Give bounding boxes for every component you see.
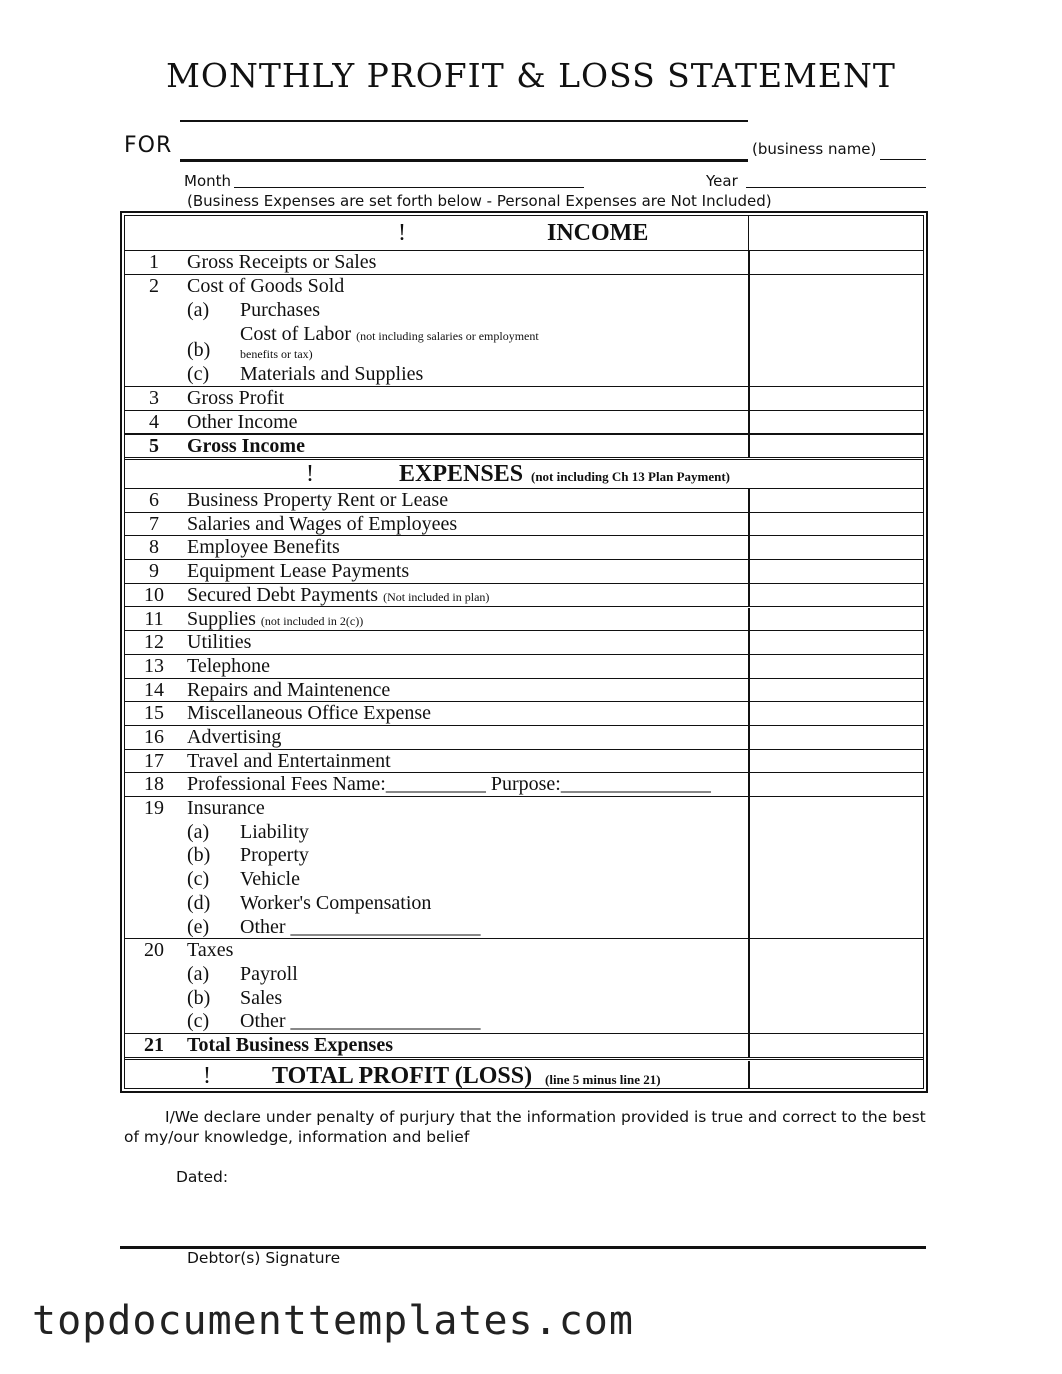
sub-letter: (b) — [187, 339, 211, 361]
line-number: 10 — [144, 583, 164, 606]
table-row — [125, 411, 923, 435]
table-row — [125, 584, 923, 608]
sub-label: Property — [240, 844, 309, 867]
table-row — [125, 631, 923, 655]
watermark: topdocumenttemplates.com — [32, 1298, 634, 1344]
line-label: Telephone — [187, 654, 271, 677]
line-label: Gross Income — [187, 435, 305, 457]
income-header-row — [125, 216, 923, 251]
line-label: Taxes — [187, 939, 234, 962]
income-header-amount — [748, 216, 923, 250]
table-row — [125, 513, 923, 537]
total-profit-row — [125, 1061, 923, 1088]
amount-cell[interactable] — [748, 584, 923, 607]
line-label: Travel and Entertainment — [187, 749, 391, 772]
sub-label: Other ___________________ — [240, 1010, 481, 1033]
total-label: TOTAL PROFIT (LOSS) — [272, 1062, 533, 1089]
amount-cell[interactable] — [748, 679, 923, 702]
line-number: 3 — [149, 387, 159, 409]
line-label: Other Income — [187, 411, 298, 433]
table-row-group — [125, 797, 923, 939]
expenses-heading: EXPENSES — [399, 461, 524, 487]
page-title: MONTHLY PROFIT & LOSS STATEMENT — [166, 56, 896, 95]
table-row — [125, 536, 923, 560]
expenses-note: (Business Expenses are set forth below - Personal Expenses are Not Included) — [187, 192, 772, 210]
expenses-heading-note: (not including Ch 13 Plan Payment) — [531, 469, 730, 484]
total-marker: ! — [203, 1062, 211, 1089]
amount-cell[interactable] — [748, 387, 923, 410]
sub-label: Payroll — [240, 962, 298, 985]
amount-cell[interactable] — [748, 275, 923, 386]
amount-cell[interactable] — [748, 655, 923, 678]
table-row — [125, 726, 923, 750]
sub-label: Worker's Compensation — [240, 891, 432, 914]
amount-cell[interactable] — [748, 773, 923, 796]
table-row — [125, 489, 923, 513]
line-label: Repairs and Maintenence — [187, 678, 391, 701]
table-row — [125, 655, 923, 679]
table-row — [125, 251, 923, 275]
sub-letter: (b) — [187, 986, 211, 1009]
declaration-line-1: I/We declare under penalty of purjury that the information provided is true and correct to the best — [165, 1108, 926, 1126]
line-number: 8 — [149, 536, 159, 559]
line-number: 5 — [149, 435, 159, 457]
line-number: 12 — [144, 631, 164, 654]
amount-cell[interactable] — [748, 560, 923, 583]
line-number: 9 — [149, 560, 159, 583]
sub-letter: (a) — [187, 299, 210, 321]
table-row — [125, 435, 923, 460]
income-marker: ! — [398, 220, 406, 246]
sub-label: Cost of Labor (not including salaries or employment — [240, 323, 539, 345]
line-label: Insurance — [187, 797, 265, 820]
line-label: Advertising — [187, 726, 282, 748]
amount-cell[interactable] — [748, 726, 923, 749]
line-label: Salaries and Wages of Employees — [187, 512, 458, 535]
line-label: Secured Debt Payments (Not included in plan) — [187, 583, 490, 606]
sub-label: Sales — [240, 986, 283, 1009]
amount-cell[interactable] — [748, 631, 923, 654]
amount-cell[interactable] — [748, 411, 923, 433]
line-label: Gross Profit — [187, 387, 285, 409]
table-row — [125, 387, 923, 411]
line-number: 15 — [144, 702, 164, 725]
declaration-line-2: of my/our knowledge, information and belief — [124, 1128, 470, 1146]
amount-cell[interactable] — [748, 797, 923, 938]
amount-cell[interactable] — [748, 750, 923, 773]
month-label: Month — [184, 172, 232, 190]
line-number: 18 — [144, 773, 164, 796]
line-number: 2 — [149, 275, 159, 297]
income-heading: INCOME — [547, 220, 649, 246]
sub-letter: (c) — [187, 1010, 210, 1033]
profit-loss-table — [120, 211, 928, 1093]
expenses-marker: ! — [306, 461, 314, 487]
line-label: Utilities — [187, 631, 252, 654]
month-field-line[interactable] — [234, 187, 584, 188]
table-row — [125, 750, 923, 774]
business-name-line[interactable] — [180, 159, 748, 162]
sub-letter: (a) — [187, 962, 210, 985]
amount-cell[interactable] — [748, 435, 923, 457]
table-row-group — [125, 939, 923, 1034]
line-label: Equipment Lease Payments — [187, 560, 410, 583]
amount-cell[interactable] — [748, 939, 923, 1033]
line-number: 11 — [144, 607, 164, 630]
signature-label: Debtor(s) Signature — [187, 1249, 341, 1267]
line-label: Miscellaneous Office Expense — [187, 702, 431, 725]
line-label: Employee Benefits — [187, 536, 340, 559]
line-number: 13 — [144, 654, 164, 677]
sub-label: Purchases — [240, 299, 320, 321]
dated-label: Dated: — [176, 1168, 229, 1186]
line-label: Gross Receipts or Sales — [187, 251, 377, 273]
sub-label: Vehicle — [240, 868, 300, 891]
line-label: Business Property Rent or Lease — [187, 489, 449, 511]
for-label: FOR — [124, 133, 173, 158]
line-number: 6 — [149, 489, 159, 511]
sub-label: Liability — [240, 820, 309, 843]
sub-letter: (c) — [187, 363, 210, 385]
amount-cell[interactable] — [748, 1034, 923, 1057]
line-label: Total Business Expenses — [187, 1034, 393, 1057]
line-number: 16 — [144, 726, 164, 748]
business-name-line-end — [880, 159, 926, 160]
year-field-line[interactable] — [746, 187, 926, 188]
line-number: 19 — [144, 797, 164, 820]
amount-cell[interactable] — [748, 608, 923, 631]
table-row — [125, 608, 923, 632]
expenses-header-row — [125, 461, 923, 489]
sub-note: benefits or tax) — [240, 347, 313, 361]
amount-cell[interactable] — [748, 513, 923, 536]
line-label: Cost of Goods Sold — [187, 275, 345, 297]
table-row — [125, 702, 923, 726]
business-name-label: (business name) — [752, 140, 877, 158]
line-label: Supplies (not included in 2(c)) — [187, 607, 364, 630]
amount-cell[interactable] — [748, 536, 923, 559]
total-amount-cell[interactable] — [748, 1061, 923, 1088]
line-number: 17 — [144, 749, 164, 772]
sub-letter: (e) — [187, 915, 210, 938]
line-number: 1 — [149, 251, 159, 273]
sub-label: Other ___________________ — [240, 915, 481, 938]
total-note: (line 5 minus line 21) — [545, 1071, 661, 1087]
sub-label: Materials and Supplies — [240, 363, 424, 385]
table-row-group — [125, 275, 923, 387]
amount-cell[interactable] — [748, 702, 923, 725]
line-number: 7 — [149, 512, 159, 535]
sub-letter: (c) — [187, 868, 210, 891]
line-label: Professional Fees Name:__________ Purpose:_______________ — [187, 773, 711, 796]
table-row — [125, 560, 923, 584]
line-number: 4 — [149, 411, 159, 433]
table-row — [125, 679, 923, 703]
line-number: 20 — [144, 939, 164, 962]
sub-letter: (b) — [187, 844, 211, 867]
table-row — [125, 1034, 923, 1060]
year-label: Year — [706, 172, 738, 190]
sub-letter: (a) — [187, 820, 210, 843]
table-row — [125, 773, 923, 797]
line-number: 14 — [144, 678, 164, 701]
sub-letter: (d) — [187, 891, 211, 914]
title-underline — [180, 120, 748, 122]
amount-cell[interactable] — [748, 489, 923, 512]
line-number: 21 — [144, 1034, 164, 1057]
amount-cell[interactable] — [748, 251, 923, 274]
